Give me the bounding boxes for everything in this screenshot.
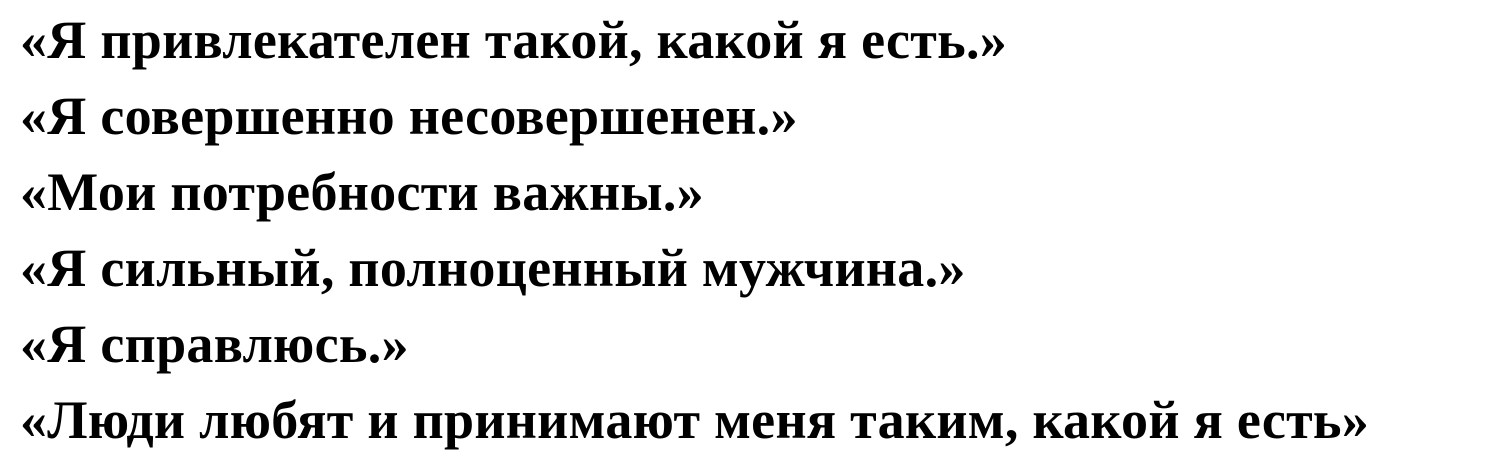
affirmation-needs-important: «Мои потребности важны.» xyxy=(20,162,704,222)
affirmation-imperfect: «Я совершенно несовершенен.» xyxy=(20,86,798,146)
affirmation-will-cope: «Я справлюсь.» xyxy=(20,314,409,374)
affirmation-list xyxy=(20,0,1500,458)
affirmation-strong-man: «Я сильный, полноценный мужчина.» xyxy=(20,238,966,298)
affirmation-attractive: «Я привлекателен такой, какой я есть.» xyxy=(20,10,1008,70)
affirmation-accepted: «Люди любят и принимают меня таким, какой я есть» xyxy=(20,390,1370,450)
